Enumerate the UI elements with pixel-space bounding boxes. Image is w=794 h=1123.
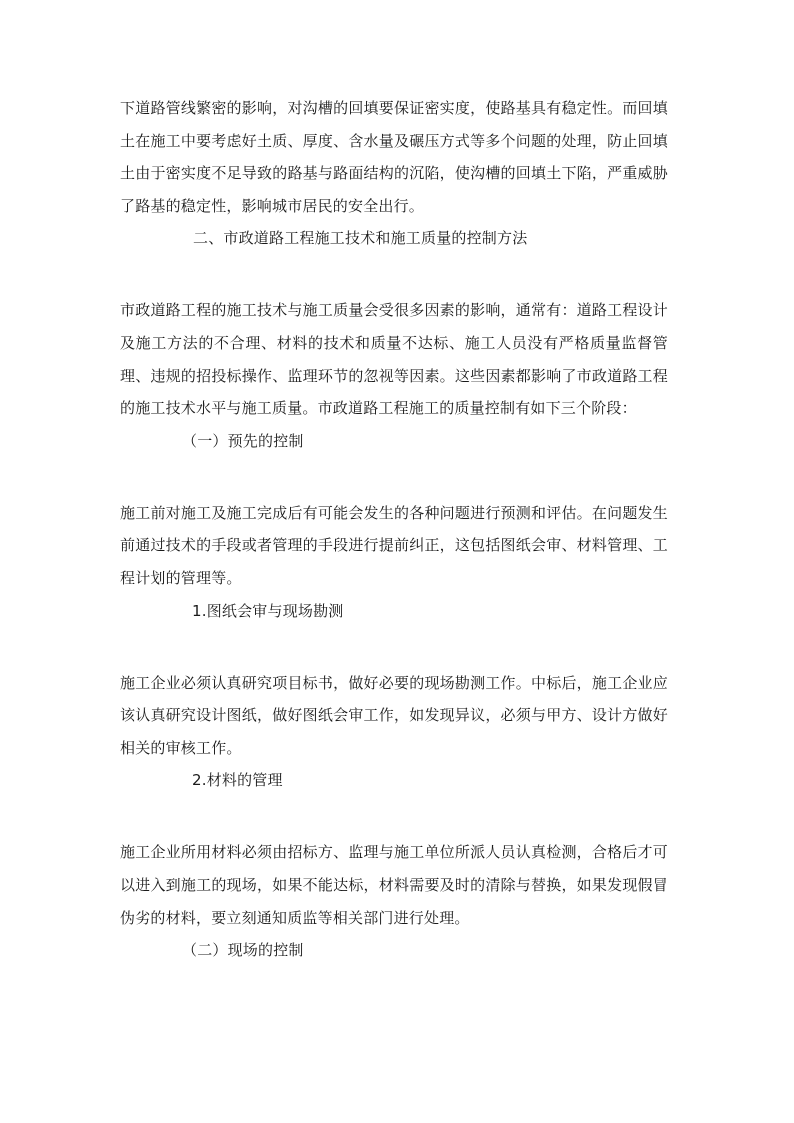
paragraph-advance-control: 施工前对施工及施工完成后有可能会发生的各种问题进行预测和评估。在问题发生前通过技术的手段或者管理的手段进行提前纠正，这包括图纸会审、材料管理、工程计划的管理等。 [120,503,668,587]
spacer [120,457,668,497]
subsection-heading-advance-control: （一）预先的控制 [182,431,304,450]
paragraph-quality-factors: 市政道路工程的施工技术与施工质量会受很多因素的影响，通常有：道路工程设计及施工方法的不合理、材料的技术和质量不达标、施工人员没有严格质量监督管理、违规的招投标操作、监理环节的忽视等因素。这些因素都影响了市政道路工程的施工技术水平与施工质量。市政道路工程施工的质量控制有如下三个阶段： [120,301,668,418]
subsection-heading-site-control: （二）现场的控制 [182,941,304,960]
section-heading-control-methods: 二、市政道路工程施工技术和施工质量的控制方法 [193,229,528,248]
spacer [120,254,668,294]
paragraph-drawing-review: 施工企业必须认真研究项目标书，做好必要的现场勘测工作。中标后，施工企业应该认真研究设计图纸，做好图纸会审工作，如发现异议，必须与甲方、设计方做好相关的审核工作。 [120,673,668,757]
spacer [120,627,668,667]
item-heading-drawing-review: 1.图纸会审与现场勘测 [192,601,344,620]
document-body [120,92,668,966]
paragraph-material-management: 施工企业所用材料必须由招标方、监理与施工单位所派人员认真检测，合格后才可以进入到施工的现场，如果不能达标，材料需要及时的清除与替换，如果发现假冒伪劣的材料，要立刻通知质监等相关部门进行处理。 [120,843,668,927]
item-heading-material-management: 2.材料的管理 [192,771,283,790]
spacer [120,796,668,836]
paragraph-backfill: 下道路管线繁密的影响，对沟槽的回填要保证密实度，使路基具有稳定性。而回填土在施工中要考虑好土质、厚度、含水量及碾压方式等多个问题的处理，防止回填土由于密实度不足导致的路基与路面结构的沉陷，使沟槽的回填土下陷，严重威胁了路基的稳定性，影响城市居民的安全出行。 [120,99,668,215]
